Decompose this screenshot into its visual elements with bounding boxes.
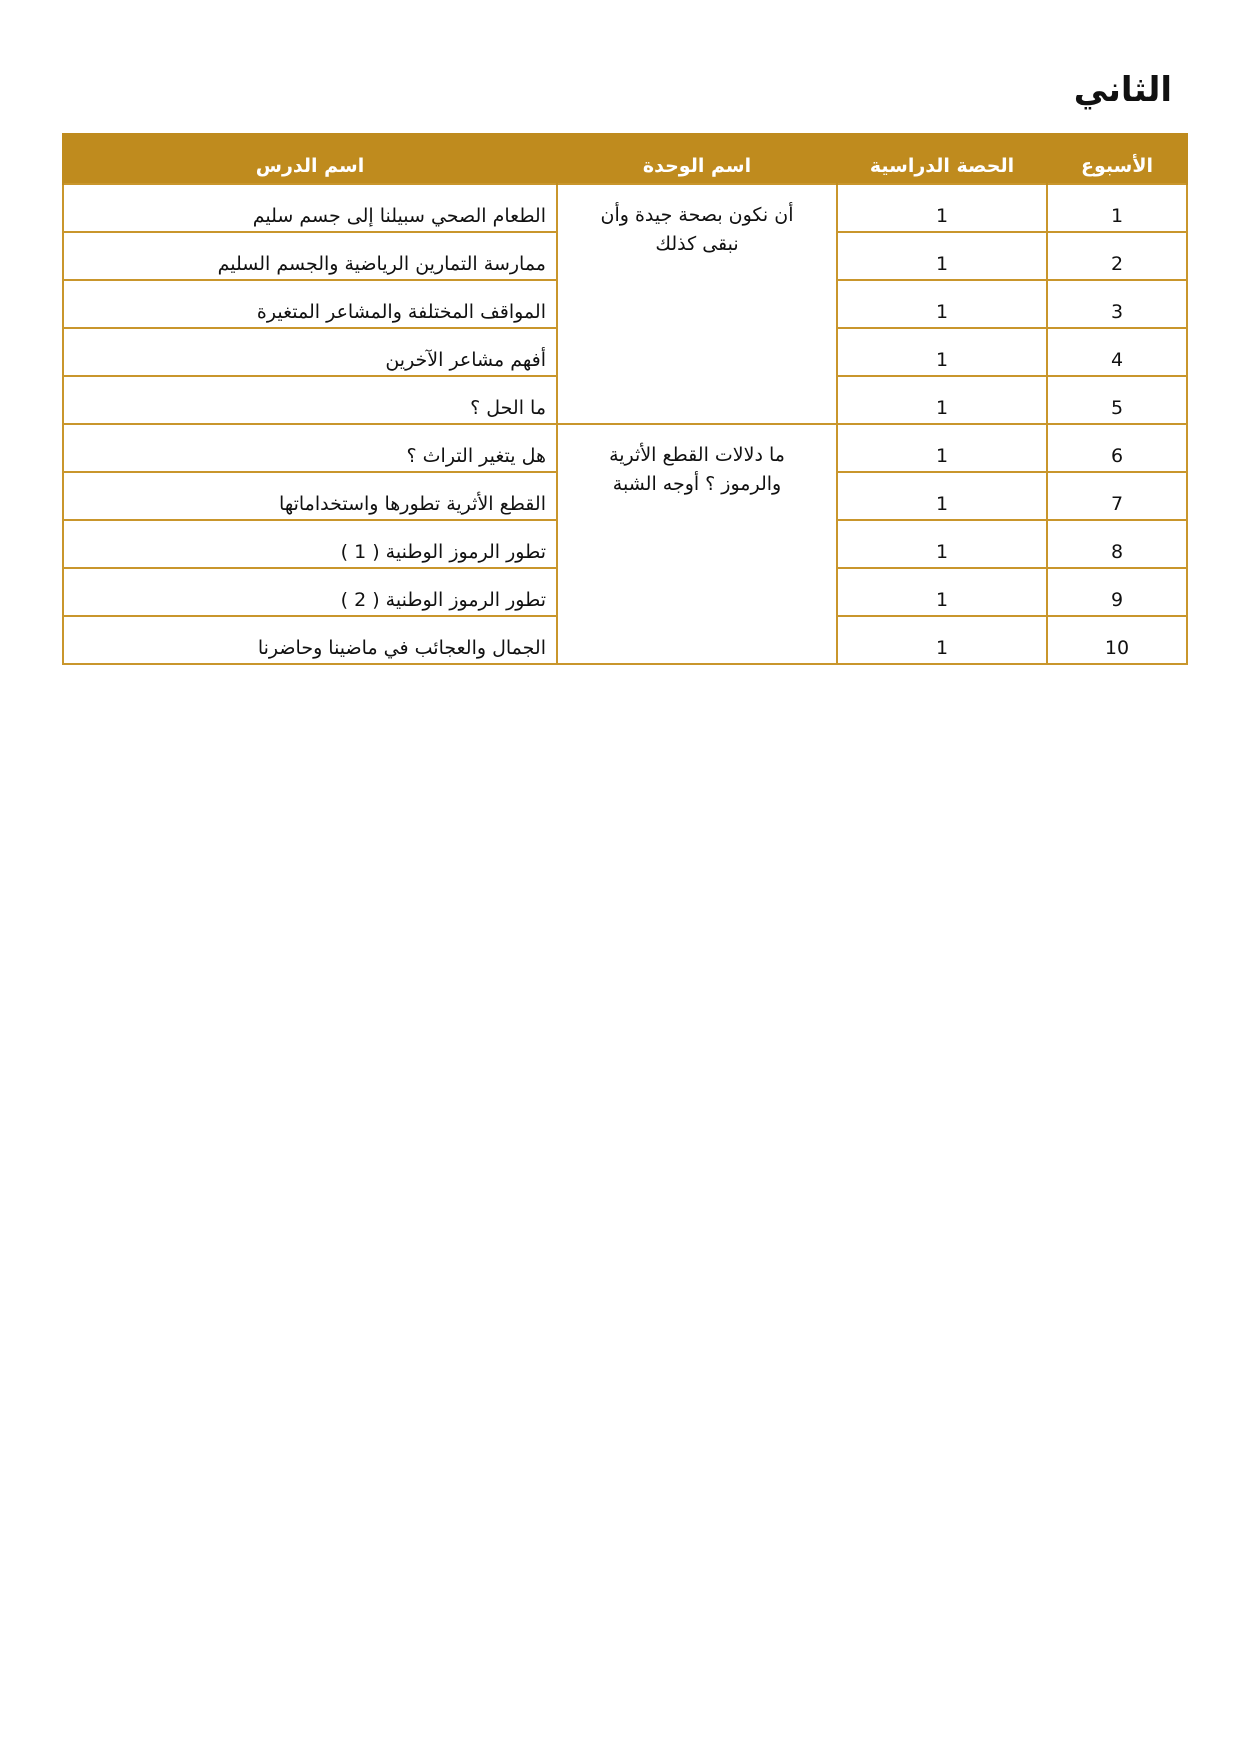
week-cell: 8 xyxy=(1047,520,1187,568)
week-cell: 10 xyxy=(1047,616,1187,664)
unit-cell: أن نكون بصحة جيدة وأن نبقى كذلك xyxy=(557,184,837,424)
lesson-cell: الجمال والعجائب في ماضينا وحاضرنا xyxy=(63,616,557,664)
header-lesson: اسم الدرس xyxy=(63,133,557,184)
period-cell: 1 xyxy=(837,472,1047,520)
period-cell: 1 xyxy=(837,616,1047,664)
week-cell: 9 xyxy=(1047,568,1187,616)
lesson-cell: ممارسة التمارين الرياضية والجسم السليم xyxy=(63,232,557,280)
week-cell: 2 xyxy=(1047,232,1187,280)
period-cell: 1 xyxy=(837,424,1047,472)
week-cell: 3 xyxy=(1047,280,1187,328)
period-cell: 1 xyxy=(837,376,1047,424)
table-row xyxy=(63,424,1187,472)
week-cell: 4 xyxy=(1047,328,1187,376)
lesson-cell: هل يتغير التراث ؟ xyxy=(63,424,557,472)
lesson-cell: أفهم مشاعر الآخرين xyxy=(63,328,557,376)
table-row xyxy=(63,184,1187,232)
week-cell: 5 xyxy=(1047,376,1187,424)
week-cell: 1 xyxy=(1047,184,1187,232)
table-header-row xyxy=(63,133,1187,184)
header-unit: اسم الوحدة xyxy=(557,133,837,184)
period-cell: 1 xyxy=(837,184,1047,232)
period-cell: 1 xyxy=(837,280,1047,328)
lesson-cell: ما الحل ؟ xyxy=(63,376,557,424)
period-cell: 1 xyxy=(837,328,1047,376)
lesson-cell: الطعام الصحي سبيلنا إلى جسم سليم xyxy=(63,184,557,232)
lesson-cell: القطع الأثرية تطورها واستخداماتها xyxy=(63,472,557,520)
period-cell: 1 xyxy=(837,520,1047,568)
week-cell: 6 xyxy=(1047,424,1187,472)
lesson-cell: تطور الرموز الوطنية ( 2 ) xyxy=(63,568,557,616)
period-cell: 1 xyxy=(837,232,1047,280)
lesson-cell: تطور الرموز الوطنية ( 1 ) xyxy=(63,520,557,568)
unit-cell: ما دلالات القطع الأثرية والرموز ؟ أوجه الشبة xyxy=(557,424,837,664)
header-period: الحصة الدراسية xyxy=(837,133,1047,184)
header-week: الأسبوع xyxy=(1047,133,1187,184)
period-cell: 1 xyxy=(837,568,1047,616)
lesson-cell: المواقف المختلفة والمشاعر المتغيرة xyxy=(63,280,557,328)
week-cell: 7 xyxy=(1047,472,1187,520)
lesson-plan-table xyxy=(62,133,1188,665)
page-title: الثاني xyxy=(1073,70,1172,110)
